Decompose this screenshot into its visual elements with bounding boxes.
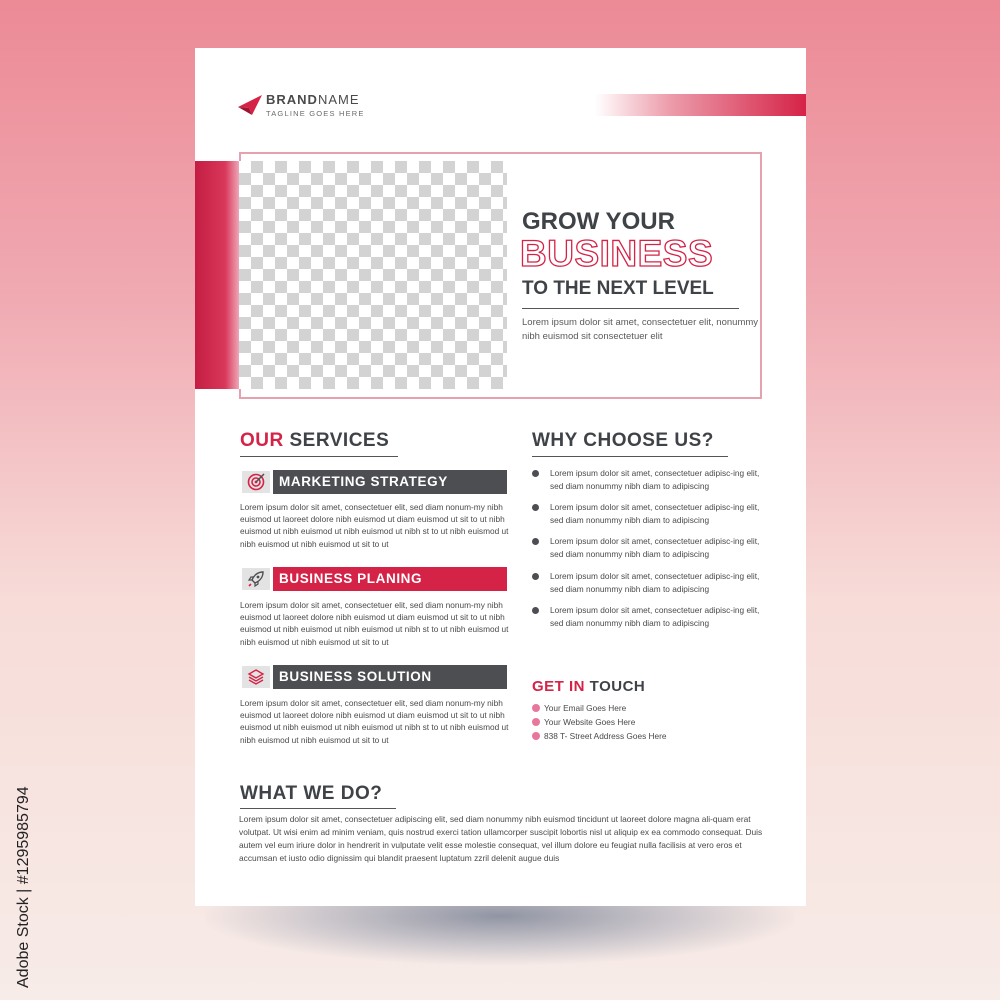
whatwedo-title-rule (240, 808, 396, 809)
service-text-marketing: Lorem ipsum dolor sit amet, consectetuer elit, sed diam nonum-my nibh euismod ut laoreet dolore nibh euismod ut diam euismod ut sit to ut nibh euismod ut nibh euismod ut nibh euismod ut nibh st to ut nibh euismod ut nibh euismod ut nibh euismod ut sit to ut (240, 502, 509, 549)
paper-plane-icon (238, 95, 262, 115)
why-title: WHY CHOOSE US? (532, 430, 714, 451)
hero-description: Lorem ipsum dolor sit amet, consectetuer elit, nonummy nibh euismod sit consectetuer elit (522, 317, 759, 342)
brand-tagline: TAGLINE GOES HERE (266, 109, 365, 118)
service-title-solution: BUSINESS SOLUTION (273, 665, 507, 689)
target-icon (247, 473, 265, 491)
service-title-marketing: MARKETING STRATEGY (273, 470, 507, 494)
why-item-text: Lorem ipsum dolor sit amet, consectetuer adipisc-ing elit, sed diam nonummy nibh diam to adipiscing (550, 605, 760, 628)
layers-icon (247, 668, 265, 686)
whatwedo-text: Lorem ipsum dolor sit amet, consectetuer adipiscing elit, sed diam nonummy nibh euismod tincidunt ut laoreet dolore magna ali-quam erat volutpat. Ut wisi enim ad minim veniam, quis nostrud exerci tation ullamcorper suscipit lobortis nisl ut aliquip ex ea commodo consequat. Duis autem vel eum iriure dolor in hendrerit in vulputate velit esse molestie consequat, vel illum dolore eu feugiat nulla facilisis at vero eros et accumsan et iusto odio dignissim qui blandit praesent luptatum zzril delenit augue duis (239, 814, 763, 863)
headline-line-2: BUSINESS (520, 233, 714, 274)
headline-divider (522, 308, 739, 309)
bullet-icon (532, 538, 539, 545)
why-item-text: Lorem ipsum dolor sit amet, consectetuer adipisc-ing elit, sed diam nonummy nibh diam to adipiscing (550, 536, 760, 559)
why-item-text: Lorem ipsum dolor sit amet, consectetuer adipisc-ing elit, sed diam nonummy nibh diam to adipiscing (550, 502, 760, 525)
service-icon-box (242, 568, 270, 590)
why-title-rule (532, 456, 728, 457)
why-item-text: Lorem ipsum dolor sit amet, consectetuer adipisc-ing elit, sed diam nonummy nibh diam to adipiscing (550, 468, 760, 491)
hero-image-placeholder (239, 161, 507, 389)
headline-line-1: GROW YOUR (522, 208, 675, 235)
location-pin-icon (532, 732, 540, 740)
service-text-solution: Lorem ipsum dolor sit amet, consectetuer elit, sed diam nonum-my nibh euismod ut laoreet dolore nibh euismod ut diam euismod ut sit to ut nibh euismod ut nibh euismod ut nibh euismod ut nibh st to ut nibh euismod ut nibh euismod ut nibh euismod ut sit to ut (240, 698, 509, 745)
bullet-icon (532, 504, 539, 511)
service-icon-box (242, 471, 270, 493)
why-item-text: Lorem ipsum dolor sit amet, consectetuer adipisc-ing elit, sed diam nonummy nibh diam to adipiscing (550, 571, 760, 594)
service-icon-box (242, 666, 270, 688)
whatwedo-title: WHAT WE DO? (240, 783, 383, 804)
email-icon (532, 704, 540, 712)
brand-name: BRANDNAME (266, 92, 360, 107)
bullet-icon (532, 573, 539, 580)
watermark-text: Adobe Stock | #1295985794 (15, 786, 32, 988)
headline-line-3: TO THE NEXT LEVEL (522, 278, 714, 299)
flyer-sheet: BRANDNAME TAGLINE GOES HERE GROW YOUR BUSINESS TO THE NEXT LEVEL Lorem ipsum dolor sit amet, consectetuer elit, nonummy nibh euismod sit consectetuer elit OUR SERVICES MARKETING STRATEGY Lorem ipsum dolor sit amet, consectetuer elit, sed diam nonum-my nibh euismod ut laoreet dolore nibh euismod ut diam euismod ut sit to ut nibh euismod ut nibh euismod ut nibh euismod ut nibh st to ut nibh euismod ut nibh euismod ut nibh euismod ut sit to ut BUSINESS PLANING Lorem ipsum dolor sit amet, consectetuer elit, sed diam nonum-my nibh euismod ut laoreet dolore nibh euismod ut diam euismod ut sit to ut nibh euismod ut nibh euismod ut nibh euismod ut nibh st to ut nibh euismod ut nibh euismod ut nibh euismod ut sit to ut BUSINESS SOLUTION Lorem ipsum dolor sit amet, consectetuer elit, sed diam nonum-my nibh euismod ut laoreet dolore nibh euismod ut diam euismod ut sit to ut nibh euismod ut nibh euismod ut nibh euismod ut nibh st to ut nibh euismod ut nibh euismod ut nibh euismod ut sit to ut WHY CHOOSE US? Lorem ipsum dolor sit amet, consectetuer adipisc-ing elit, sed diam nonummy nibh diam to adipiscing Lorem ipsum dolor sit amet, consectetuer adipisc-ing elit, sed diam nonummy nibh diam to adipiscing Lorem ipsum dolor sit amet, consectetuer adipisc-ing elit, sed diam nonummy nibh diam to adipiscing Lorem ipsum dolor sit amet, consectetuer adipisc-ing elit, sed diam nonummy nibh diam to adipiscing Lorem ipsum dolor sit amet, consectetuer adipisc-ing elit, sed diam nonummy nibh diam to adipiscing GET IN TOUCH Your Email Goes Here Your Website Goes Here 838 T- Street Address Goes Here WHAT WE DO? Lorem ipsum dolor sit amet, consectetuer adipiscing elit, sed diam nonummy nibh euismod tincidunt ut laoreet dolore magna ali-quam erat volutpat. Ut wisi enim ad minim veniam, quis nostrud exerci tation ullamcorper suscipit lobortis nisl ut aliquip ex ea commodo consequat. Duis autem vel eum iriure dolor in hendrerit in vulputate velit esse molestie consequat, vel illum dolore eu feugiat nulla facilisis at vero eros et accumsan et iusto odio dignissim qui blandit praesent luptatum zzril delenit augue duis (195, 48, 806, 906)
rocket-icon (247, 570, 265, 588)
contact-title: GET IN TOUCH (532, 678, 646, 695)
service-title-planning: BUSINESS PLANING (273, 567, 507, 591)
globe-icon (532, 718, 540, 726)
service-text-planning: Lorem ipsum dolor sit amet, consectetuer elit, sed diam nonum-my nibh euismod ut laoreet dolore nibh euismod ut diam euismod ut sit to ut nibh euismod ut nibh euismod ut nibh euismod ut nibh st to ut nibh euismod ut nibh euismod ut nibh euismod ut sit to ut (240, 600, 509, 647)
bullet-icon (532, 470, 539, 477)
services-title: OUR SERVICES (240, 430, 390, 451)
bullet-icon (532, 607, 539, 614)
stock-watermark (8, 752, 38, 988)
services-title-rule (240, 456, 398, 457)
header-accent-bar (595, 94, 806, 116)
